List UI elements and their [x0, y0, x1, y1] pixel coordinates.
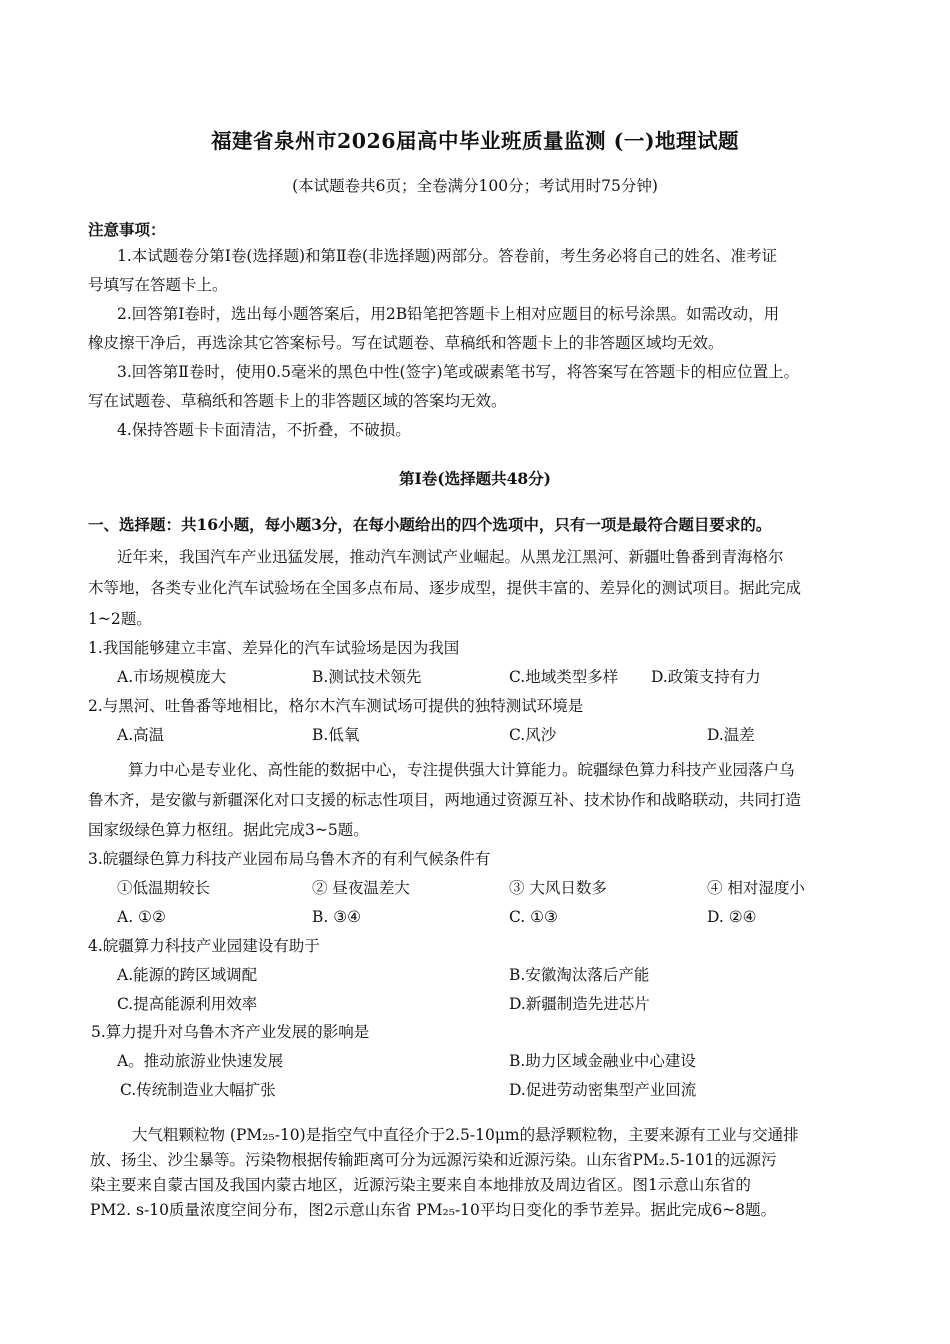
- question-1-option-c: C.地域类型多样: [509, 668, 619, 686]
- question-2-option-c: C.风沙: [509, 726, 557, 744]
- question-5-option-a: A。推动旅游业快速发展: [117, 1052, 284, 1070]
- question-1-option-a: A.市场规模庞大: [117, 668, 227, 686]
- notice-item-3-cont: 写在试题卷、草稿纸和答题卡上的非答题区域的答案均无效。: [88, 392, 507, 410]
- notice-heading: 注意事项：: [88, 220, 166, 239]
- notice-item-1-cont: 号填写在答题卡上。: [88, 276, 228, 294]
- passage-1-line-1: 近年来，我国汽车产业迅猛发展，推动汽车测试产业崛起。从黑龙江黑河、新疆吐鲁番到青海格尔: [117, 548, 784, 566]
- question-4-option-d: D.新疆制造先进芯片: [509, 995, 650, 1013]
- section-heading: 第Ⅰ卷(选择题共48分): [399, 469, 551, 488]
- page-subtitle: (本试题卷共6页；全卷满分100分；考试用时75分钟): [292, 177, 658, 195]
- question-3-statement-1: ①低温期较长: [117, 879, 211, 897]
- question-1-option-d: D.政策支持有力: [651, 668, 761, 686]
- question-1-stem: 1.我国能够建立丰富、差异化的汽车试验场是因为我国: [88, 639, 460, 657]
- page-title: 福建省泉州市2026届高中毕业班质量监测 (一)地理试题: [210, 129, 740, 153]
- question-2-option-b: B.低氧: [312, 726, 360, 744]
- passage-2-line-2: 鲁木齐，是安徽与新疆深化对口支援的标志性项目，两地通过资源互补、技术协作和战略联动，共同打造: [88, 791, 802, 809]
- question-2-option-a: A.高温: [117, 726, 165, 744]
- passage-1-line-2: 木等地，各类专业化汽车试验场在全国多点布局、逐步成型，提供丰富的、差异化的测试项目。据此完成: [88, 579, 802, 597]
- question-3-statement-4: ④ 相对湿度小: [707, 879, 805, 897]
- question-4-stem: 4.皖疆算力科技产业园建设有助于: [88, 937, 320, 955]
- question-5-option-d: D.促进劳动密集型产业回流: [509, 1081, 697, 1099]
- question-4-option-c: C.提高能源利用效率: [117, 995, 258, 1013]
- question-3-option-c: C. ①③: [509, 908, 558, 926]
- question-2-option-d: D.温差: [707, 726, 755, 744]
- question-2-stem: 2.与黑河、吐鲁番等地相比，格尔木汽车测试场可提供的独特测试环境是: [88, 697, 584, 715]
- passage-3-line-4: PM2. s-10质量浓度空间分布，图2示意山东省 PM₂₅-10平均日变化的季节差异。据此完成6~8题。: [90, 1201, 777, 1219]
- section-instruction: 一、选择题：共16小题，每小题3分，在每小题给出的四个选项中，只有一项是最符合题目要求的。: [88, 515, 772, 534]
- question-5-option-c: C.传统制造业大幅扩张: [120, 1081, 276, 1099]
- question-3-option-a: A. ①②: [117, 908, 166, 926]
- question-3-statement-3: ③ 大风日数多: [509, 879, 607, 897]
- question-1-option-b: B.测试技术领先: [312, 668, 422, 686]
- question-4-option-a: A.能源的跨区域调配: [117, 966, 258, 984]
- question-4-option-b: B.安徽淘汰落后产能: [509, 966, 650, 984]
- passage-2-line-1: 算力中心是专业化、高性能的数据中心，专注提供强大计算能力。皖疆绿色算力科技产业园落户乌: [128, 761, 795, 779]
- notice-item-2-cont: 橡皮擦干净后，再选涂其它答案标号。写在试题卷、草稿纸和答题卡上的非答题区域均无效。: [88, 334, 724, 352]
- question-3-option-d: D. ②④: [707, 908, 757, 926]
- question-5-option-b: B.助力区域金融业中心建设: [509, 1052, 696, 1070]
- passage-1-line-3: 1~2题。: [88, 610, 152, 628]
- notice-item-3: 3.回答第Ⅱ卷时，使用0.5毫米的黑色中性(签字)笔或碳素笔书写，将答案写在答题卡的相应位置上。: [117, 363, 800, 381]
- question-5-stem: 5.算力提升对乌鲁木齐产业发展的影响是: [91, 1023, 370, 1041]
- passage-3-line-3: 染主要来自蒙古国及我国内蒙古地区，近源污染主要来自本地排放及周边省区。图1示意山东省的: [90, 1176, 751, 1194]
- passage-3-line-2: 放、扬尘、沙尘暴等。污染物根据传输距离可分为远源污染和近源污染。山东省PM₂.5-101的远源污: [90, 1151, 777, 1169]
- question-3-stem: 3.皖疆绿色算力科技产业园布局乌鲁木齐的有利气候条件有: [88, 850, 491, 868]
- passage-3-line-1: 大气粗颗粒物 (PM₂₅-10)是指空气中直径介于2.5-10μm的悬浮颗粒物，主要来源有工业与交通排: [132, 1126, 799, 1144]
- question-3-statement-2: ② 昼夜温差大: [312, 879, 410, 897]
- passage-2-line-3: 国家级绿色算力枢纽。据此完成3~5题。: [88, 821, 369, 839]
- notice-item-1: 1.本试题卷分第I卷(选择题)和第Ⅱ卷(非选择题)两部分。答卷前，考生务必将自己的姓名、准考证: [117, 247, 778, 265]
- notice-item-2: 2.回答第Ⅰ卷时，选出每小题答案后，用2B铅笔把答题卡上相对应题目的标号涂黑。如需改动，用: [117, 305, 780, 323]
- question-3-option-b: B. ③④: [312, 908, 362, 926]
- notice-item-4: 4.保持答题卡卡面清洁，不折叠，不破损。: [117, 421, 411, 439]
